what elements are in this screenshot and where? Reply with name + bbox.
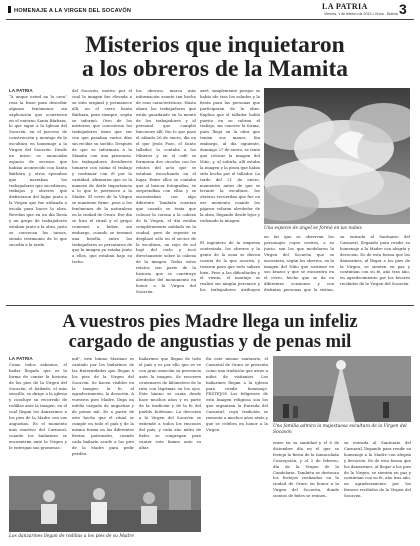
article1-column-1 — [9, 88, 67, 294]
side-text-b: su entrada al Santuario del Carnaval, llegando para rendir su homenaje a la Madre con alegría y devoción. Es de esta forma que los danzarines, al llegar a los pies de la Virgen, se sienten en paz y continúan con su fe, año tras año, en agradecimiento por los favores recibidos de la Virgen del Socavón. — [340, 234, 410, 287]
article2-headline-line1: A vuestros pies Madre llega un infeliz — [62, 312, 358, 332]
statue-photo — [273, 356, 411, 422]
section-title: HOMENAJE A LA VIRGEN DEL SOCAVÓN — [14, 8, 132, 14]
photo1-caption: Una especie de ángel se formó en las nubes — [264, 226, 362, 231]
article2-byline: LA PATRIA — [9, 356, 33, 361]
article1-col1-text: “A unque usted no lo crea” reza la frase para describir algunos fenómenos sin explicación que ocurrieron en el entorno Santa Bárbara, lo que sigue a la Iglesia del Socavón, en el proceso de construcción y montaje de la escultura en homenaje a la Virgen del Socavón. Desde un inicio se anunciaba espacio de sucesos que habían acontecido con Santa Bárbara y otros episodios que narraban los trabajadores que sucedieron, trabajos y obreros que disfrutaron del lugar junto a la Virgen que fue utilizada a escala para hacer la obra. Revelan que en un día llovía y un grupo de trabajadores estaban junto a la obra, justo se convocan las tareas, siendo testimonio de lo que sucedía a la tarde. — [9, 93, 67, 247]
article2-column-2 — [72, 356, 134, 474]
article2-column-5 — [273, 440, 339, 542]
issue-date: Viernes, 1 de febrero de 2013 • Oruro - Bolivia — [324, 12, 398, 16]
article1-col5-text: El ingeniero de la empresa contratada, los obreros y la gente de la zona se dieron cuenta de lo que ocurría, y rezaron para que todo saliera bien. Pese a las dificultades y el viento, el montaje se realizó sin ningún percance y los trabajadores atribuyen — [200, 240, 260, 293]
side-column-right — [340, 234, 410, 294]
article2-column-3 — [139, 356, 201, 474]
photo2-caption: Una familia admira la majestuosa escultura de la Virgen del Socavón — [273, 424, 407, 435]
article2-end-text: su entrada al Santuario del Carnaval, llegando para rendir su homenaje a la Madre con alegría y devoción. Es de esta forma que los danzarines, al llegar a los pies de la Virgen, se sienten en paz y continúan con su fe, año tras año, en agradecimiento por los favores recibidos de la Virgen del Socavón. — [344, 440, 411, 499]
article2-col5-text: entre en su santidad y el 8 de diciembre día en el que se festeja la fiesta de la Inmaculada Concepción, y el 2 de febrero, día de la Virgen de la Candelaria. También se destacan los festejos realizados en la ciudad de Oruro en honor a la Virgen del Socavón, donde cientos de fieles se reúnen. — [273, 440, 339, 499]
header-rule — [6, 19, 414, 20]
article1-byline: LA PATRIA — [9, 88, 33, 93]
article1-column-2 — [72, 88, 132, 294]
article1-col3-text: los obreros, marca más información asunto tan hecho de esas características. Hasta ahora los trabajadores que están guardando en la mente de los trabajadores y al personal que cumplió funciones allí, fue lo que pasó el sábado 26 de enero, día en el que Jesús Pozo, el Santo tallador, lo contaba a los Mineros y en el café se formaron dos círculos con los relatos del acto que se estaban escuchando en el lugar. Entre ellos se contaba que al buscar fotografías, se sorprendían con ellas y se encontraban con algo diferente. También cuentan que cuando se tenía que colocar la corona a la cabeza de la Virgen, el día estaba completamente nublado en la ciudad, pero de repente se desplazó sólo en el sector de la escultura, un rayo de sol bajó del cielo y tocó directamente sobre la cabeza de la imagen. Todos estos relatos son parte de la historia que se construye alrededor del monumento en honor a la Virgen del Socavón. — [136, 88, 196, 294]
article2-column-1 — [9, 356, 67, 474]
article-divider — [6, 305, 414, 306]
cloud-image — [264, 88, 410, 224]
article2-headline-line2: cargado de angustias y de penas mil — [68, 332, 352, 352]
article2-col3-text: bailarines que llegan de todo el país y es por ello que se ve con gran emoción su presencia ante la imagen. Se recorren centenares de kilómetros de la ruta con lágrimas en los ojos. Este himno se canta desde hace muchos años y es parte de la tradición y de la fe del pueblo boliviano. La devoción a la Virgen del Socavón se extiende a todos los rincones del país, y cada año miles de fieles se congregan para cantar este himno ante su altar. — [139, 356, 201, 450]
section-header — [8, 6, 131, 14]
dancers-photo — [9, 476, 201, 532]
side-text-a: en las que se observan los personajes cuyos rostros, a su juicio, son los que modelaron la Virgen del Socavón que se encuentra, según los obreros, en la imagen del Niño que sostiene en sus brazos y que se encuentra en el cerro, hecho que se da en diferentes ocasiones y con distintas personas que la visitan, — [264, 234, 334, 293]
article2-col4-text: En este mismo santuario, el Carnaval de Oruro se presenta como una tradición que atrae a miles de visitantes. Los bailarines llegan a la iglesia para rendir homenaje. FESTEJOS Los feligreses de esta Imagen religiosa son los que organizan la Entrada del Carnaval, cuya tradición se remonta a muchos años atrás y que se celebra en honor a la Virgen. — [206, 356, 268, 432]
newspaper-name: LA PATRIA — [322, 2, 368, 11]
side-column-left — [264, 234, 334, 294]
section-marker — [8, 6, 11, 13]
article1-col4-text: zaré, simplemente porque se había ido tras los saludos y la fiesta para las personas que participaron de la obra. Explica que el tallador había puesto en su cabeza el trabajo, sin conocer la forma, pues llegó en la obra que tenían sus manos. Sin embargo, al día siguiente, domingo 27 de enero, se tenía que colocar la imagen del Niño, y, al subirla, allí estaba la imagen y la pieza que había sido hecha por el tallador. La tarde del 21 de enero, momentos antes de que se levante la escultura, los obreros recuerdan que fue en ese momento cuando los pájaros volaron alrededor de la obra, llegando desde lejos y rodeando la imagen. — [200, 88, 260, 223]
article1-headline-line1: Misterios que inquietaron — [85, 32, 345, 58]
dancers-image — [9, 476, 201, 532]
article2-col1-text: Como todos sabemos, el bailar llegado que es la forma de contar la historia de los pies de la Virgen del Socavón, el bailarín, el más sencillo, se dirige a la iglesia y concluye su recorrido de rodillas ante la imagen, en el cual llegan los danzarines a los pies de la Madre con sus angustias. Es el momento más emotivo del Carnaval, cuando los bailarines se encuentran ante la Virgen y le entregan sus promesas. — [9, 361, 67, 450]
article1-column-5 — [200, 240, 260, 294]
article1-col2-text: del Socavón, motivo por el cual la imagen fue elevada a su sitio original y permanece allí, en el cerro Santa Bárbara, para siempre, según se informó. Otro de los misterios que conocieron los trabajadores tiene que ver con que pasaban varios días sin recibir su sueldo. Después de que se informara a la Mamita con una presencia, los trabajadores decidieron tomarse con calma el trabajo y continuar con él por la cantidad, afirmaron que es la manera de darle importancia a lo que le pertenece a la Madre. El cerro de la Virgen se mantiene firme, pese a los fenómenos de la naturaleza en la ciudad de Oruro. Ese día se hizo el ritual y el grupo comenzó a beber, sin embargo, cuando se terminó una botella, entre los trabajadores se percataron de que la imagen ya estaba junto a ellos, que estaban bajo su techo. — [72, 88, 132, 265]
photo3-caption: Los danzarines llegan de rodillas a los pies de su Madre — [9, 534, 134, 539]
article2-col2-text: mil", este himno Mariano es cantado por los bailarines de las fraternidades que llegan a los pies de la Virgen del Socavón. Se hacen visibles en la imagen: la fe, el agradecimiento, la devoción. A vuestros pies Madre, llega un infeliz cargado de angustias y de penas mil. Es a partir de este hecho que el ritual se cumple en todo el país y de la misma forma en las diferentes fiestas patronales, cuando cada bailarín acude a los pies de la Madre para pedir perdón. — [72, 356, 134, 456]
statue-image — [273, 356, 411, 422]
article2-column-6 — [344, 440, 411, 542]
article1-column-4 — [200, 88, 260, 238]
page-number: 3 — [399, 1, 407, 17]
article2-column-4 — [206, 356, 268, 542]
article1-headline-line2: a los obreros de la Mamita — [81, 56, 349, 82]
article1-column-3 — [136, 88, 196, 294]
clouds-angel-photo — [264, 88, 410, 224]
